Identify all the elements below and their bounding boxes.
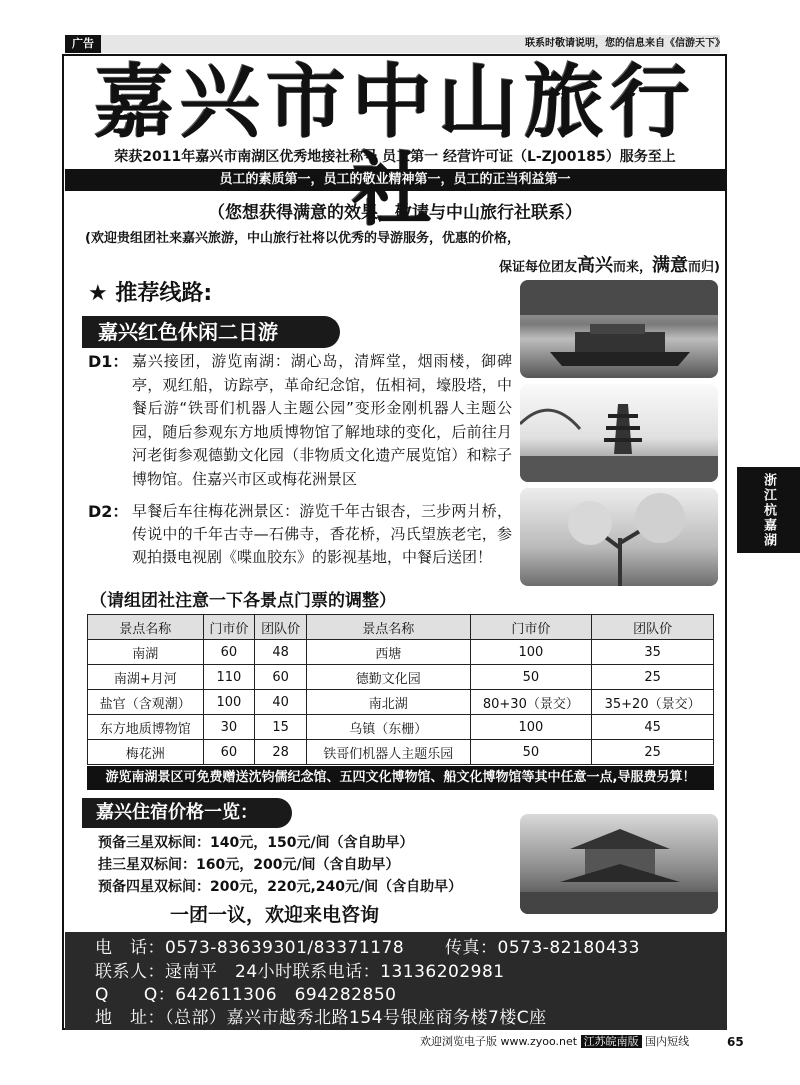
table-cell: 100 bbox=[470, 640, 592, 665]
recommend-heading: ★ 推荐线路: bbox=[88, 281, 213, 306]
ad-tag: 广告 bbox=[65, 35, 101, 53]
pavilion-illustration bbox=[520, 814, 718, 914]
edition-badge: 江苏皖南版 bbox=[581, 1035, 642, 1048]
table-cell: 15 bbox=[255, 715, 307, 740]
day2-label: D2： bbox=[88, 502, 129, 521]
route-banner: 嘉兴红色休闲二日游 bbox=[82, 316, 340, 348]
table-cell: 铁哥们机器人主题乐园 bbox=[306, 740, 470, 765]
col-header: 团队价 bbox=[255, 615, 307, 640]
table-cell: 50 bbox=[470, 740, 592, 765]
table-row bbox=[88, 665, 714, 690]
day1-itinerary: 嘉兴接团，游览南湖：湖心岛，清辉堂，烟雨楼，御碑亭，观红船，访踪亭，革命纪念馆，伍相祠，壕股塔，中餐后游“铁哥们机器人主题公园”变形金刚机器人主题公园，随后参观东方地质博物馆了解地球的变化，后前往月河老街参观德勤文化园（非物质文化遗产展览馆）和粽子博物馆。住嘉兴市区或梅花洲景区 bbox=[132, 352, 512, 488]
col-header: 景点名称 bbox=[88, 615, 204, 640]
hotel-tagline: 一团一议，欢迎来电咨询 bbox=[170, 904, 380, 926]
hotel-banner: 嘉兴住宿价格一览： bbox=[82, 798, 292, 828]
table-row bbox=[88, 740, 714, 765]
table-cell: 25 bbox=[592, 740, 714, 765]
col-header: 门市价 bbox=[470, 615, 592, 640]
table-cell: 南湖 bbox=[88, 640, 204, 665]
top-note: 联系时敬请说明，您的信息来自《信游天下》 bbox=[525, 38, 725, 49]
table-cell: 德勤文化园 bbox=[306, 665, 470, 690]
table-cell: 西塘 bbox=[306, 640, 470, 665]
table-cell: 80+30（景交） bbox=[470, 690, 592, 715]
red-boat-illustration bbox=[520, 280, 718, 378]
pagoda-photo bbox=[520, 384, 718, 482]
region-side-tab: 浙江杭嘉湖 bbox=[737, 467, 800, 553]
welcome-line-2: 保证每位团友高兴而来，满意而归) bbox=[499, 255, 720, 276]
table-cell: 28 bbox=[255, 740, 307, 765]
table-cell: 60 bbox=[203, 640, 255, 665]
col-header: 景点名称 bbox=[306, 615, 470, 640]
slogan-bar: 员工的素质第一，员工的敬业精神第一，员工的正当利益第一 bbox=[65, 169, 725, 191]
hotel-price-row: 预备四星双标间：200元，220元,240元/间（含自助早） bbox=[98, 879, 463, 895]
contact-person-line: 联系人：逯南平 24小时联系电话：13136202981 bbox=[95, 962, 505, 982]
footer bbox=[420, 1034, 725, 1050]
qq-line: Q Q：642611306 694282850 bbox=[95, 985, 397, 1005]
table-cell: 南湖+月河 bbox=[88, 665, 204, 690]
table-cell: 南北湖 bbox=[306, 690, 470, 715]
section-label: 国内短线 bbox=[645, 1035, 690, 1048]
table-cell: 50 bbox=[470, 665, 592, 690]
day2-itinerary: 早餐后车往梅花洲景区：游览千年古银杏，三步两爿桥，传说中的千年古寺—石佛寺，香花桥，冯氏望族老宅，参观拍摄电视剧《喋血胶东》的影视基地，中餐后送团！ bbox=[132, 502, 512, 566]
hotel-building-photo bbox=[520, 814, 718, 914]
hotel-price-row: 挂三星双标间：160元，200元/间（含自助早） bbox=[98, 857, 400, 873]
red-boat-photo bbox=[520, 280, 718, 378]
hotel-price-row: 预备三星双标间：140元，150元/间（含自助早） bbox=[98, 835, 414, 851]
table-cell: 110 bbox=[203, 665, 255, 690]
table-row bbox=[88, 640, 714, 665]
table-header-row bbox=[88, 615, 714, 640]
blossom-photo bbox=[520, 488, 718, 586]
day1-label: D1： bbox=[88, 352, 129, 371]
address-line: 地 址：（总部）嘉兴市越秀北路154号银座商务楼7楼C座 bbox=[95, 1008, 547, 1028]
table-cell: 100 bbox=[470, 715, 592, 740]
table-cell: 35+20（景交） bbox=[592, 690, 714, 715]
pagoda-illustration bbox=[520, 384, 718, 482]
table-cell: 乌镇（东栅） bbox=[306, 715, 470, 740]
table-cell: 盐官（含观潮） bbox=[88, 690, 204, 715]
table-cell: 48 bbox=[255, 640, 307, 665]
table-cell: 35 bbox=[592, 640, 714, 665]
ticket-table-title: （请组团社注意一下各景点门票的调整） bbox=[90, 591, 396, 611]
page-number: 65 bbox=[727, 1035, 744, 1049]
free-museum-note: 游览南湖景区可免费赠送沈钧儒纪念馆、五四文化博物馆、船文化博物馆等其中任意一点,导服费另算！ bbox=[87, 766, 714, 790]
table-row bbox=[88, 690, 714, 715]
table-cell: 40 bbox=[255, 690, 307, 715]
table-cell: 100 bbox=[203, 690, 255, 715]
table-cell: 60 bbox=[203, 740, 255, 765]
table-cell: 45 bbox=[592, 715, 714, 740]
col-header: 门市价 bbox=[203, 615, 255, 640]
table-cell: 30 bbox=[203, 715, 255, 740]
contact-invite: （您想获得满意的效果，敬请与中山旅行社联系） bbox=[208, 203, 582, 223]
phone-line: 电 话：0573-83639301/83371178 bbox=[95, 938, 405, 958]
ticket-price-table bbox=[87, 614, 714, 765]
table-cell: 梅花洲 bbox=[88, 740, 204, 765]
honor-line: 荣获2011年嘉兴市南湖区优秀地接社称号 员工第一 经营许可证（L-ZJ00185）服务至上 bbox=[114, 149, 676, 165]
col-header: 团队价 bbox=[592, 615, 714, 640]
footer-site[interactable]: 欢迎浏览电子版 www.zyoo.net bbox=[420, 1035, 578, 1048]
table-cell: 东方地质博物馆 bbox=[88, 715, 204, 740]
blossom-illustration bbox=[520, 488, 718, 586]
table-cell: 25 bbox=[592, 665, 714, 690]
contact-box bbox=[65, 932, 727, 1030]
fax-line: 传真：0573-82180433 bbox=[445, 938, 640, 958]
agency-title: 嘉兴市中山旅行 bbox=[94, 55, 696, 149]
table-cell: 60 bbox=[255, 665, 307, 690]
table-row bbox=[88, 715, 714, 740]
welcome-line-1: (欢迎贵组团社来嘉兴旅游，中山旅行社将以优秀的导游服务，优惠的价格， bbox=[85, 231, 520, 246]
